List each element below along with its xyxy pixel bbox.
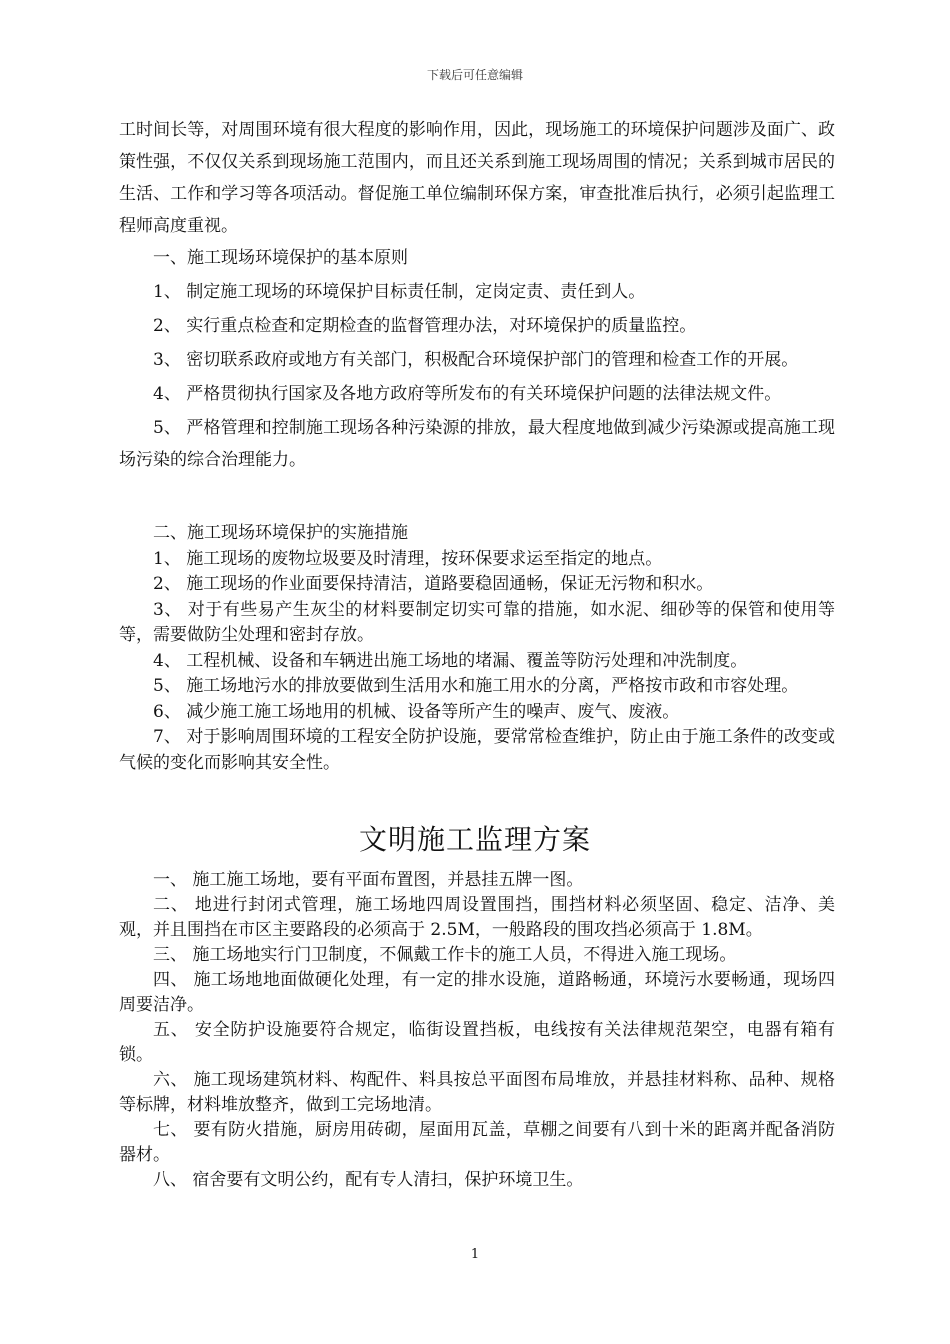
list-item: 4、 工程机械、设备和车辆进出施工场地的堵漏、覆盖等防污处理和冲洗制度。	[153, 650, 748, 671]
list-item: 七、 要有防火措施，厨房用砖砌，屋面用瓦盖，草棚之间要有八到十米的距离并配备消防器材。	[119, 1120, 835, 1165]
page-number: 1	[470, 1247, 480, 1262]
list-item: 3、 密切联系政府或地方有关部门，积极配合环境保护部门的管理和检查工作的开展。	[153, 350, 799, 370]
list-item: 6、 减少施工施工场地用的机械、设备等所产生的噪声、废气、废液。	[153, 701, 680, 722]
list-item: 1、 制定施工现场的环境保护目标责任制，定岗定责、责任到人。	[153, 282, 646, 302]
section-environment-measures	[119, 521, 835, 776]
list-item: 三、 施工场地实行门卫制度，不佩戴工作卡的施工人员，不得进入施工现场。	[153, 945, 737, 965]
section-heading: 二、施工现场环境保护的实施措施	[153, 523, 408, 543]
list-item: 4、 严格贯彻执行国家及各地方政府等所发布的有关环境保护问题的法律法规文件。	[153, 384, 782, 404]
page-header: 下载后可任意编辑	[426, 68, 523, 82]
list-item: 1、 施工现场的废物垃圾要及时清理，按环保要求运至指定的地点。	[153, 548, 663, 569]
list-item: 八、 宿舍要有文明公约，配有专人清扫，保护环境卫生。	[153, 1170, 584, 1190]
list-item: 5、 施工场地污水的排放要做到生活用水和施工用水的分离，严格按市政和市容处理。	[153, 676, 799, 696]
list-item: 5、 严格管理和控制施工现场各种污染源的排放，最大程度地做到减少污染源或提高施工现场污染的综合治理能力。	[119, 418, 835, 470]
intro-paragraph: 工时间长等，对周围环境有很大程度的影响作用，因此，现场施工的环境保护问题涉及面广、政策性强，不仅仅关系到现场施工范围内，而且还关系到施工现场周围的情况；关系到城市居民的生活、工作和学习等各项活动。督促施工单位编制环保方案，审查批准后执行，必须引起监理工程师高度重视。	[119, 120, 835, 236]
list-item: 六、 施工现场建筑材料、构配件、料具按总平面图布局堆放，并悬挂材料称、品种、规格等标牌，材料堆放整齐，做到工完场地清。	[119, 1070, 835, 1115]
list-item: 四、 施工场地地面做硬化处理，有一定的排水设施，道路畅通，环境污水要畅通，现场四周要洁净。	[119, 970, 835, 1015]
section-civilized-construction	[119, 868, 835, 1193]
list-item: 一、 施工施工场地，要有平面布置图，并悬挂五牌一图。	[153, 870, 584, 890]
list-item: 二、 地进行封闭式管理，施工场地四周设置围挡，围挡材料必须坚固、稳定、洁净、美观，并且围挡在市区主要路段的必须高于 2.5M，一般路段的围攻挡必须高于 1.8M。	[119, 895, 835, 940]
list-item: 五、 安全防护设施要符合规定，临街设置挡板，电线按有关法律规范架空，电器有箱有锁。	[119, 1020, 835, 1065]
section-heading: 一、施工现场环境保护的基本原则	[153, 248, 408, 268]
list-item: 2、 施工现场的作业面要保持清洁，道路要稳固通畅，保证无污物和积水。	[153, 574, 714, 594]
list-item: 2、 实行重点检查和定期检查的监督管理办法，对环境保护的质量监控。	[153, 316, 697, 336]
list-item: 7、 对于影响周围环境的工程安全防护设施，要常常检查维护，防止由于施工条件的改变或气候的变化而影响其安全性。	[119, 727, 835, 773]
section-environment-principles	[119, 114, 835, 476]
page-title: 文明施工监理方案	[358, 823, 591, 856]
list-item: 3、 对于有些易产生灰尘的材料要制定切实可靠的措施，如水泥、细砂等的保管和使用等等，需要做防尘处理和密封存放。	[119, 599, 835, 645]
